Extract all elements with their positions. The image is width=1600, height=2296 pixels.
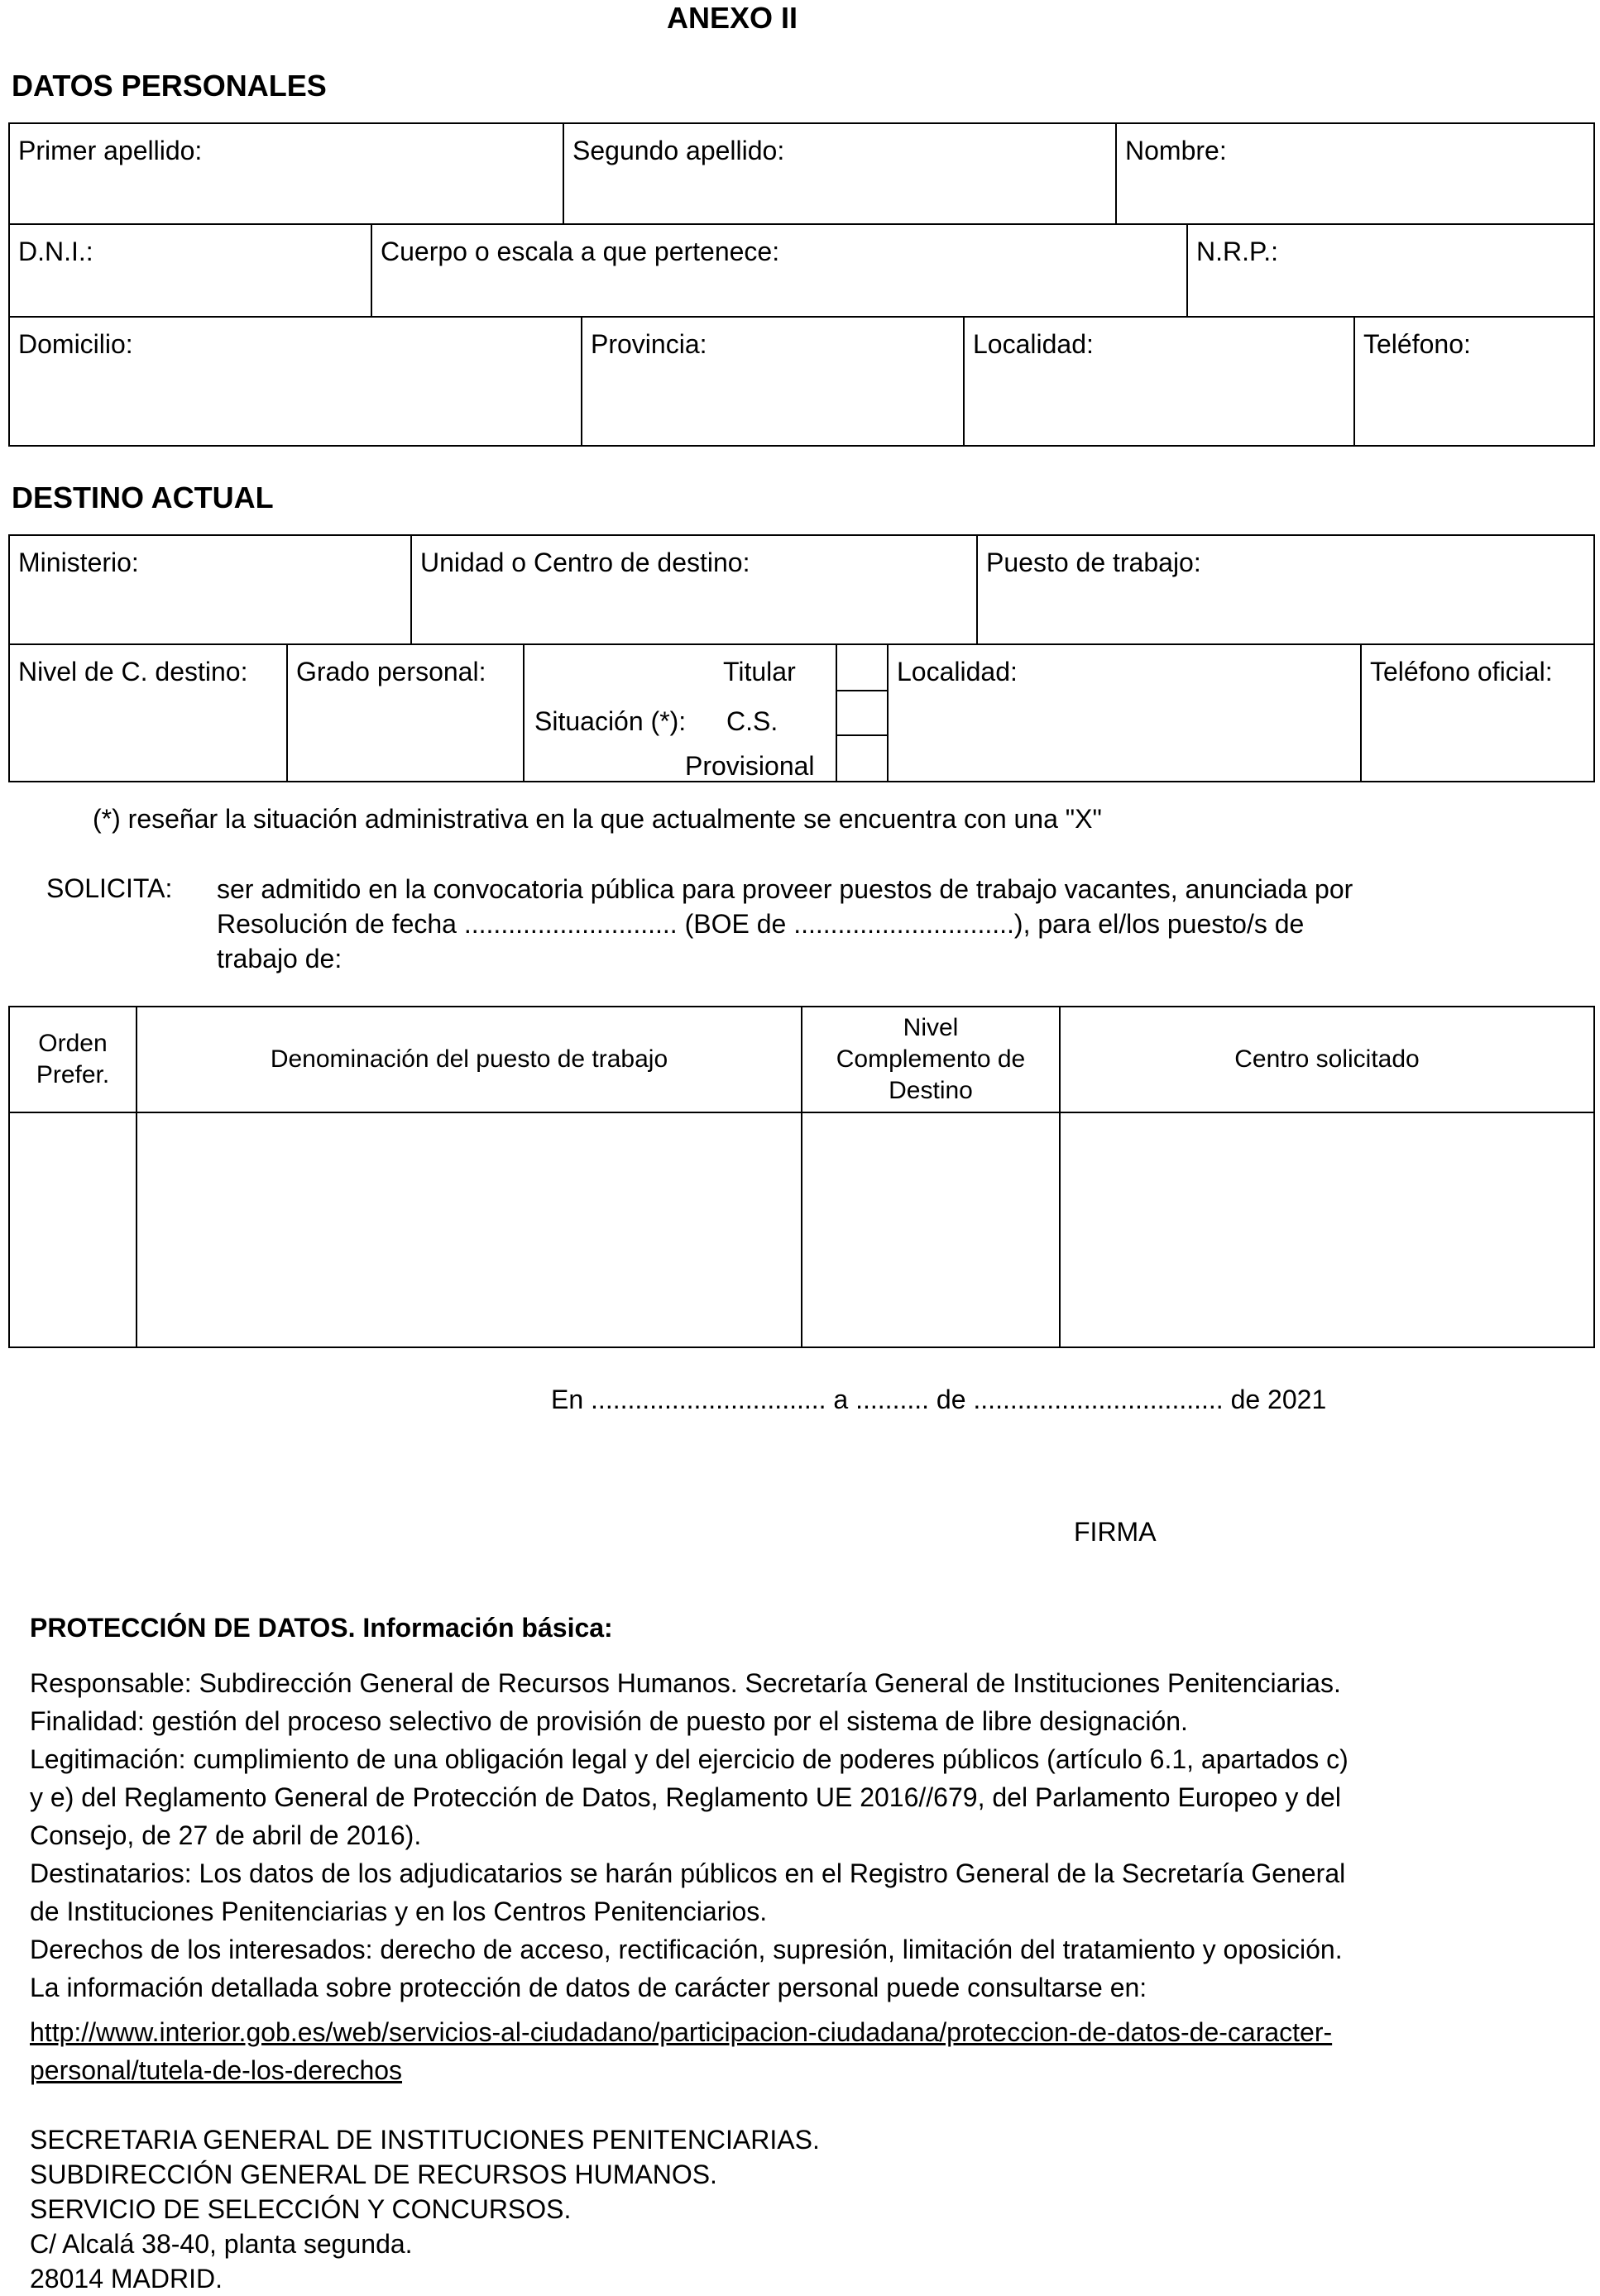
address-block	[30, 2122, 820, 2296]
orden-input-cell[interactable]	[8, 1112, 137, 1348]
date-line: En ................................ a .......... de .................................. de 2021	[551, 1385, 1327, 1414]
nivel-destino-label: Nivel de C. destino:	[18, 657, 248, 686]
address-line: SUBDIRECCIÓN GENERAL DE RECURSOS HUMANOS.	[30, 2160, 717, 2189]
personal-data-heading: DATOS PERSONALES	[12, 69, 327, 103]
cuerpo-field[interactable]	[376, 268, 1183, 313]
situacion-note: (*) reseñar la situación administrativa en la que actualmente se encuentra con una "X"	[93, 804, 1102, 834]
puesto-label: Puesto de trabajo:	[986, 548, 1201, 577]
nrp-field[interactable]	[1191, 268, 1590, 313]
domicilio-field[interactable]	[13, 361, 577, 442]
protection-heading: PROTECCIÓN DE DATOS. Información básica:	[30, 1613, 613, 1643]
denominacion-header	[136, 1006, 802, 1113]
domicilio-cell	[8, 316, 582, 447]
address-line: 28014 MADRID.	[30, 2264, 223, 2294]
nrp-label: N.R.P.:	[1196, 237, 1278, 266]
nivel-header-label: Nivel Complemento de Destino	[836, 1014, 1026, 1104]
solicita-line: Resolución de fecha ............................. (BOE de ..............................), para el/los puesto/s de	[217, 909, 1305, 939]
nrp-cell	[1186, 223, 1595, 318]
protection-line: Responsable: Subdirección General de Recursos Humanos. Secretaría General de Instituciones Penitenciarias.	[30, 1668, 1341, 1698]
cs-checkbox[interactable]	[836, 690, 889, 736]
protection-line: La información detallada sobre protección de datos de carácter personal puede consultarse en:	[30, 1973, 1147, 2002]
solicita-line: trabajo de:	[217, 944, 343, 973]
cuerpo-cell	[371, 223, 1188, 318]
protection-line: Finalidad: gestión del proceso selectivo de provisión de puesto por el sistema de libre designación.	[30, 1706, 1188, 1736]
address-line: SECRETARIA GENERAL DE INSTITUCIONES PENITENCIARIAS.	[30, 2125, 820, 2155]
protection-line: Derechos de los interesados: derecho de acceso, rectificación, supresión, limitación del tratamiento y oposición.	[30, 1935, 1343, 1964]
situacion-provisional-label: Provisional	[685, 751, 815, 781]
orden-header-label: Orden Prefer.	[36, 1030, 110, 1088]
address-line: SERVICIO DE SELECCIÓN Y CONCURSOS.	[30, 2194, 572, 2224]
firma-label: FIRMA	[1074, 1517, 1157, 1547]
protection-line: Destinatarios: Los datos de los adjudicatarios se harán públicos en el Registro General de la Secretaría General	[30, 1858, 1346, 1888]
unidad-field[interactable]	[415, 579, 973, 640]
grado-personal-label: Grado personal:	[296, 657, 486, 686]
titular-checkbox[interactable]	[836, 643, 889, 691]
centro-header	[1059, 1006, 1595, 1113]
annex-title: ANEXO II	[667, 1, 798, 35]
dni-cell	[8, 223, 372, 318]
telefono-oficial-field[interactable]	[1365, 688, 1590, 777]
grado-personal-cell	[286, 643, 525, 782]
provincia-cell	[581, 316, 965, 447]
segundo-apellido-cell	[563, 122, 1117, 225]
ministerio-cell	[8, 534, 412, 645]
protection-link-line1[interactable]: http://www.interior.gob.es/web/servicios-al-ciudadano/participacion-ciudadana/proteccion-de-datos-de-caracter-	[30, 2017, 1333, 2047]
solicita-label: SOLICITA:	[46, 873, 173, 903]
protection-link[interactable]	[30, 2013, 1569, 2089]
telefono-cell	[1353, 316, 1595, 447]
denominacion-header-label: Denominación del puesto de trabajo	[270, 1045, 668, 1073]
protection-link-line2[interactable]: personal/tutela-de-los-derechos	[30, 2055, 403, 2085]
primer-apellido-field[interactable]	[13, 167, 559, 220]
solicita-line: ser admitido en la convocatoria pública para proveer puestos de trabajo vacantes, anunciada por	[217, 874, 1353, 904]
address-line: C/ Alcalá 38-40, planta segunda.	[30, 2229, 413, 2259]
protection-line: Legitimación: cumplimiento de una obligación legal y del ejercicio de poderes públicos (artículo 6.1, apartados c)	[30, 1744, 1349, 1774]
centro-input-cell[interactable]	[1059, 1112, 1595, 1348]
unidad-cell	[410, 534, 978, 645]
nombre-label: Nombre:	[1125, 136, 1227, 165]
cuerpo-label: Cuerpo o escala a que pertenece:	[381, 237, 780, 266]
provisional-checkbox[interactable]	[836, 734, 889, 782]
destino-localidad-label: Localidad:	[897, 657, 1018, 686]
protection-line: Consejo, de 27 de abril de 2016).	[30, 1820, 422, 1850]
telefono-oficial-cell	[1360, 643, 1595, 782]
telefono-field[interactable]	[1358, 361, 1590, 442]
localidad-label: Localidad:	[973, 329, 1094, 359]
nombre-cell	[1115, 122, 1595, 225]
dni-label: D.N.I.:	[18, 237, 93, 266]
provincia-label: Provincia:	[591, 329, 707, 359]
nivel-header	[801, 1006, 1061, 1113]
nombre-field[interactable]	[1120, 167, 1590, 220]
orden-header	[8, 1006, 137, 1113]
ministerio-field[interactable]	[13, 579, 407, 640]
puesto-field[interactable]	[981, 579, 1590, 640]
segundo-apellido-field[interactable]	[568, 167, 1112, 220]
unidad-label: Unidad o Centro de destino:	[420, 548, 750, 577]
solicita-text	[217, 872, 1557, 976]
domicilio-label: Domicilio:	[18, 329, 133, 359]
puesto-cell	[976, 534, 1595, 645]
situacion-cell	[523, 643, 837, 782]
destino-localidad-cell	[887, 643, 1362, 782]
situacion-cs-label: C.S.	[726, 706, 778, 736]
denominacion-input-cell[interactable]	[136, 1112, 802, 1348]
destino-localidad-field[interactable]	[892, 688, 1357, 777]
ministerio-label: Ministerio:	[18, 548, 139, 577]
segundo-apellido-label: Segundo apellido:	[572, 136, 785, 165]
protection-line: de Instituciones Penitenciarias y en los Centros Penitenciarios.	[30, 1897, 768, 1926]
protection-line: y e) del Reglamento General de Protección de Datos, Reglamento UE 2016//679, del Parlamento Europeo y del	[30, 1782, 1341, 1812]
nivel-input-cell[interactable]	[801, 1112, 1061, 1348]
situacion-label: Situación (*):	[534, 706, 687, 736]
localidad-field[interactable]	[968, 361, 1350, 442]
localidad-cell	[963, 316, 1355, 447]
telefono-label: Teléfono:	[1363, 329, 1471, 359]
primer-apellido-cell	[8, 122, 564, 225]
situacion-titular-label: Titular	[723, 657, 796, 686]
primer-apellido-label: Primer apellido:	[18, 136, 203, 165]
destino-actual-heading: DESTINO ACTUAL	[12, 481, 274, 514]
provincia-field[interactable]	[586, 361, 960, 442]
centro-header-label: Centro solicitado	[1234, 1045, 1420, 1073]
telefono-oficial-label: Teléfono oficial:	[1370, 657, 1553, 686]
grado-personal-field[interactable]	[291, 688, 520, 777]
nivel-destino-field[interactable]	[13, 688, 283, 777]
protection-text	[30, 1664, 1569, 2007]
nivel-destino-cell	[8, 643, 288, 782]
dni-field[interactable]	[13, 268, 367, 313]
